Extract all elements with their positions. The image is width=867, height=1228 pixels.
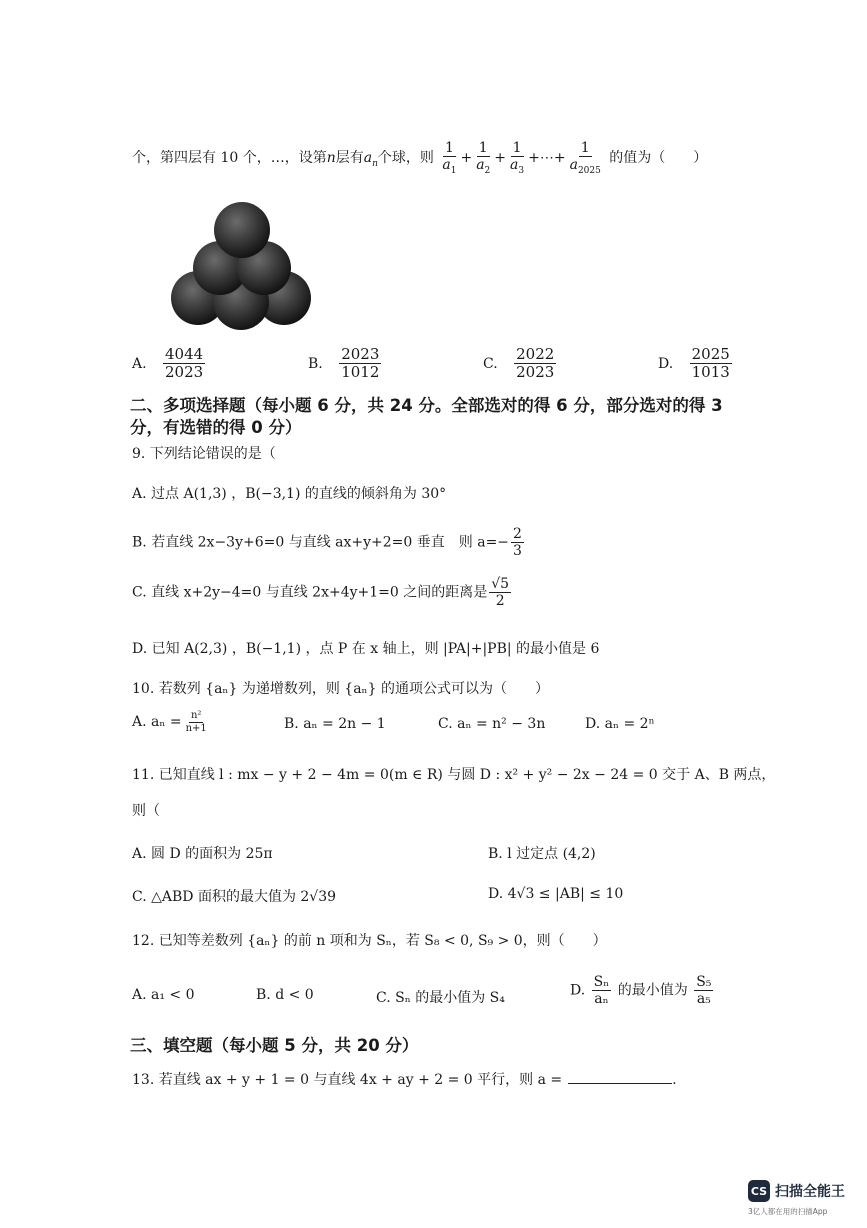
q8-option-a: A. $\frac{4044}{2023}$: [132, 345, 204, 382]
q9-option-a: A. 过点 A(1,3) ，B(−3,1) 的直线的倾斜角为 30°: [132, 486, 447, 502]
camscanner-logo: CS: [748, 1180, 770, 1202]
q9-option-c: C. 直线 x+2y−4=0 与直线 2x+4y+1=0 之间的距离是 $\frac{√5}{2}$: [132, 576, 510, 610]
q9-option-b: B. 若直线 2x−3y+6=0 与直线 ax+y+2=0 垂直 则 a=− $\frac{2}{3}$: [132, 526, 522, 560]
q13-stem: 13. 若直线 ax + y + 1 = 0 与直线 4x + ay + 2 = 0 平行，则 a = .: [132, 1067, 677, 1089]
q12-stem: 12. 已知等差数列 {aₙ} 的前 n 项和为 Sₙ，若 S₈ < 0, S₉ > 0，则（ ）: [132, 933, 607, 949]
q8-stem-prefix: 个，第四层有 10 个，…，设第: [132, 150, 327, 167]
q10-option-c: C. aₙ = n² − 3n: [438, 716, 546, 732]
q12-option-b: B. d < 0: [256, 987, 314, 1003]
q8-stem-n: n: [326, 150, 336, 167]
q11-option-d: D. 4√3 ≤ |AB| ≤ 10: [488, 886, 624, 902]
q8-ellipsis: +⋯+: [528, 150, 566, 167]
q8-stem-an-sub: n: [372, 158, 378, 169]
q8-term-last: $\frac{1}{a_{2025}}$: [569, 140, 601, 176]
q11-stem: 11. 已知直线 l : mx − y + 2 − 4m = 0(m ∈ R) 与圆 D : x² + y² − 2x − 24 = 0 交于 A、B 两点，: [132, 767, 776, 783]
q9-option-d: D. 已知 A(2,3) ，B(−1,1) ，点 P 在 x 轴上，则 |PA|+|PB| 的最小值是 6: [132, 641, 600, 657]
q8-stem-mid: 层有: [335, 150, 364, 167]
q8-term-2: $\frac{1}{a_2}$: [476, 140, 491, 176]
camscanner-tagline: 3亿人都在用的扫描App: [748, 1207, 828, 1216]
q10-stem: 10. 若数列 {aₙ} 为递增数列，则 {aₙ} 的通项公式可以为（ ）: [132, 681, 549, 697]
q11-option-b: B. l 过定点 (4,2): [488, 846, 596, 862]
q8-option-d: D. $\frac{2025}{1013}$: [658, 345, 730, 382]
q8-stem: 个，第四层有 10 个，…，设第n层有$a_n$个球，则 $\frac{1}{a_1}$ + $\frac{1}{a_2}$ + $\frac{1}{a_3}$ +⋯+ $\frac{1}{a_{2025}}$ 的值为（ ）: [132, 140, 708, 176]
camscanner-brand: 扫描全能王: [775, 1184, 845, 1200]
section3-heading: 三、填空题（每小题 5 分，共 20 分）: [130, 1036, 419, 1055]
q12-option-d: D. $\frac{\text{Sₙ}}{\text{aₙ}}$ 的最小值为 $\frac{\text{S₅}}{\text{a₅}}$: [570, 974, 712, 1008]
q10-option-b: B. aₙ = 2n − 1: [284, 716, 386, 732]
ball-pyramid-image: [168, 198, 316, 332]
section2-heading-line1: 二、多项选择题（每小题 6 分，共 24 分。全部选对的得 6 分，部分选对的得 3: [130, 396, 723, 415]
q8-stem-mid2: 个球，则: [377, 150, 434, 167]
q12-option-c: C. Sₙ 的最小值为 S₄: [376, 990, 505, 1006]
q11-stem-2: 则（: [132, 803, 160, 819]
q11-option-c: C. △ABD 面积的最大值为 2√39: [132, 889, 337, 905]
q8-option-c: C. $\frac{2022}{2023}$: [483, 345, 555, 382]
q10-option-a: A. aₙ = $\frac{\text{n²}}{n+1}$: [132, 710, 207, 734]
q12-option-a: A. a₁ < 0: [132, 987, 195, 1003]
q8-term-3: $\frac{1}{a_3}$: [510, 140, 525, 176]
q8-option-b: B. $\frac{2023}{1012}$: [308, 345, 380, 382]
q13-answer-blank[interactable]: [568, 1067, 672, 1084]
section2-heading-line2: 分，有选错的得 0 分）: [130, 418, 302, 437]
q8-stem-suffix: 的值为（ ）: [609, 150, 708, 167]
ball-top: [214, 202, 270, 258]
q11-option-a: A. 圆 D 的面积为 25π: [132, 846, 273, 862]
q9-stem: 9. 下列结论错误的是（: [132, 446, 276, 462]
q10-option-d: D. aₙ = 2ⁿ: [585, 716, 655, 732]
camscanner-watermark: [748, 1180, 845, 1217]
q8-stem-an: a: [363, 150, 373, 167]
q8-term-1: $\frac{1}{a_1}$: [442, 140, 457, 176]
